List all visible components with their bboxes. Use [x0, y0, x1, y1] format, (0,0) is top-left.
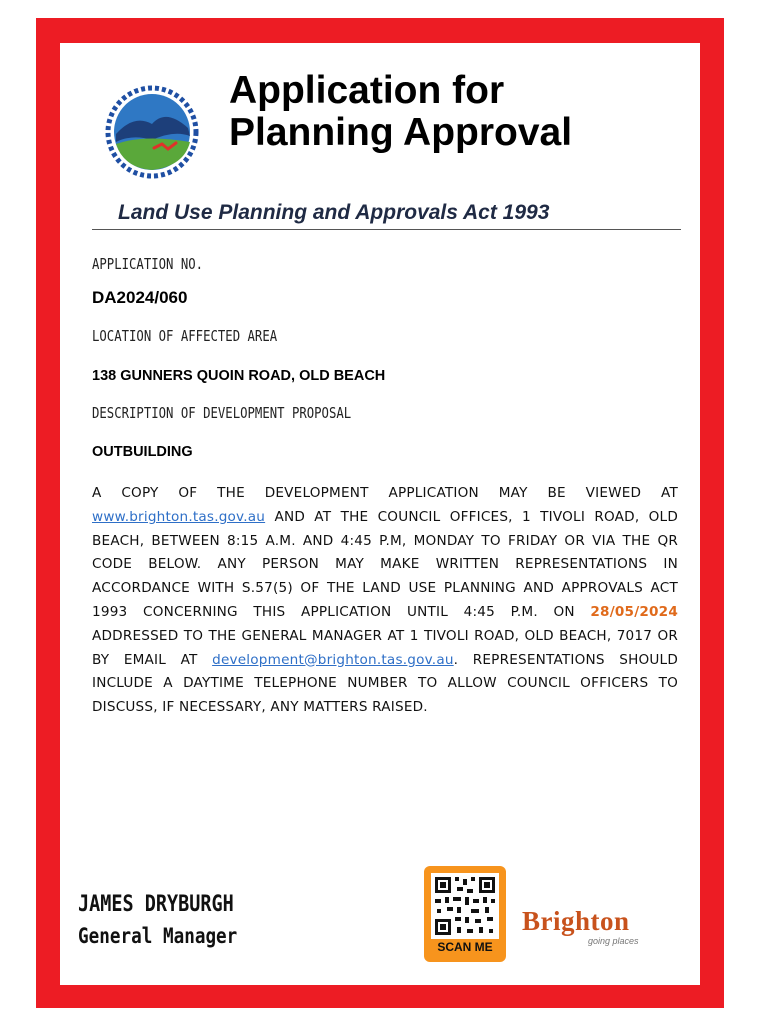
page-title — [229, 70, 572, 154]
notice-paragraph — [92, 482, 678, 720]
scan-me-label: SCAN ME — [437, 940, 493, 954]
title-line-1: Application for — [229, 69, 505, 112]
brand-tagline: going places — [588, 936, 639, 946]
act-heading: Land Use Planning and Approvals Act 1993 — [118, 201, 550, 224]
notice-text-1: A COPY OF THE DEVELOPMENT APPLICATION MAY BE VIEWED AT — [92, 485, 678, 501]
brighton-brand-logo — [522, 906, 670, 952]
signatory-name: JAMES DRYBURGH — [78, 892, 234, 917]
description-label: DESCRIPTION OF DEVELOPMENT PROPOSAL — [92, 404, 352, 422]
signatory-title: General Manager — [78, 924, 238, 948]
heading-divider — [92, 229, 681, 230]
location-value: 138 GUNNERS QUOIN ROAD, OLD BEACH — [92, 368, 386, 384]
notice-text-3: ADDRESSED TO THE GENERAL MANAGER AT 1 TIVOLI ROAD, OLD BEACH, 7017 OR BY EMAIL AT — [92, 627, 678, 668]
application-no-value: DA2024/060 — [92, 288, 188, 307]
closing-date: 28/05/2024 — [590, 603, 678, 620]
title-line-2: Planning Approval — [229, 111, 573, 154]
qr-code-icon[interactable] — [431, 873, 499, 939]
application-no-label: APPLICATION NO. — [92, 255, 204, 273]
brand-wordmark: Brighton — [522, 906, 630, 936]
notice-text-2: AND AT THE COUNCIL OFFICES, 1 TIVOLI ROAD, OLD BEACH, BETWEEN 8:15 A.M. AND 4:45 P.M, MONDAY TO FRIDAY OR VIA THE QR CODE BELOW. ANY PERSON MAY MAKE WRITTEN REPRESENTATIONS IN ACCORDANCE WITH S.57(5) OF THE LAND USE PLANNING AND APPROVALS ACT 1993 CONCERNING THIS APPLICATION UNTIL 4:45 P.M. ON — [92, 508, 678, 620]
location-label: LOCATION OF AFFECTED AREA — [92, 327, 278, 345]
website-link[interactable]: www.brighton.tas.gov.au — [92, 508, 266, 525]
qr-code-card[interactable] — [424, 866, 506, 962]
council-seal-logo — [104, 84, 200, 180]
notice-text-4: . REPRESENTATIONS SHOULD INCLUDE A DAYTIME TELEPHONE NUMBER TO ALLOW COUNCIL OFFICERS TO DISCUSS, IF NECESSARY, ANY MATTERS RAISED. — [92, 651, 678, 716]
description-value: OUTBUILDING — [92, 444, 193, 460]
email-link[interactable]: development@brighton.tas.gov.au — [212, 651, 454, 668]
